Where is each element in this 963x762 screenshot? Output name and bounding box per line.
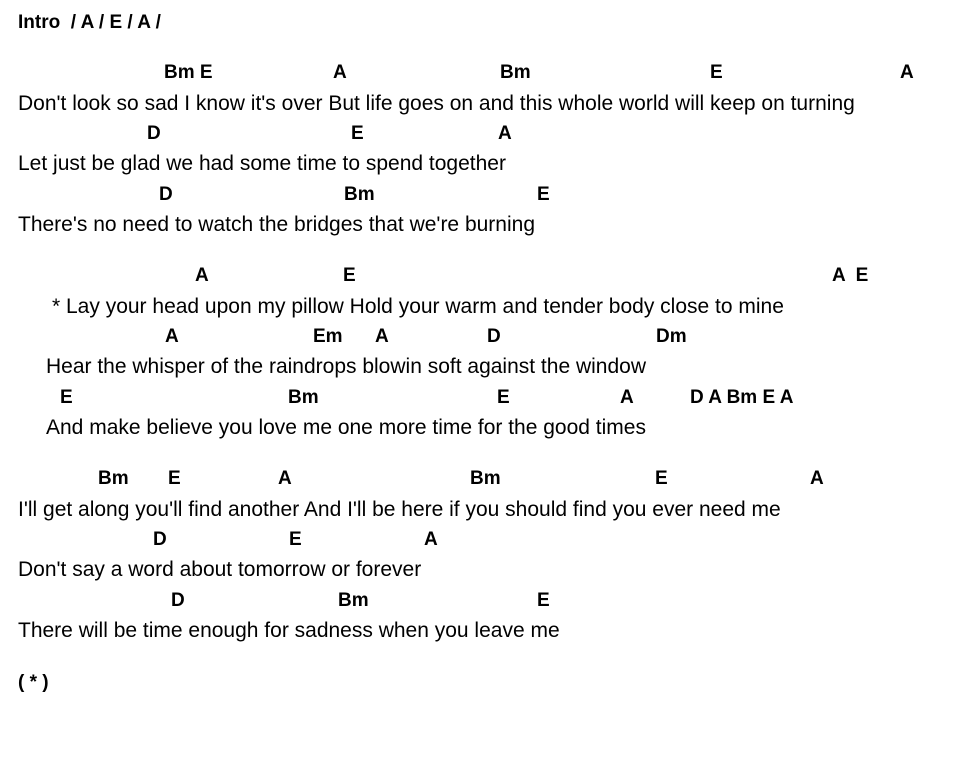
lyric-line: I'll get along you'll find another And I'll be here if you should find you ever need me xyxy=(18,498,781,521)
lyric-line: Don't say a word about tomorrow or forever xyxy=(18,558,422,581)
chord: E xyxy=(168,468,181,489)
lyric-line: There will be time enough for sadness when you leave me xyxy=(18,619,560,642)
lyric-line: And make believe you love me one more time for the good times xyxy=(46,416,646,439)
chord: A xyxy=(165,326,179,347)
chord: E xyxy=(351,123,364,144)
chord: D xyxy=(147,123,161,144)
lyric-line: * Lay your head upon my pillow Hold your warm and tender body close to mine xyxy=(52,295,784,318)
chord: E xyxy=(343,265,356,286)
chord: D xyxy=(171,590,185,611)
chord: A xyxy=(900,62,914,83)
chord: E xyxy=(537,590,550,611)
chord: Dm xyxy=(656,326,687,347)
chord: A xyxy=(333,62,347,83)
chord: A xyxy=(375,326,389,347)
chord: Bm E xyxy=(164,62,213,83)
chord: E xyxy=(655,468,668,489)
intro-line: Intro / A / E / A / xyxy=(18,12,161,33)
chord: A xyxy=(498,123,512,144)
chord: Bm xyxy=(500,62,531,83)
chord: D xyxy=(153,529,167,550)
chord: E xyxy=(60,387,73,408)
chord: Bm xyxy=(344,184,375,205)
chord: Bm xyxy=(98,468,129,489)
chord: E xyxy=(289,529,302,550)
lyric-line: Don't look so sad I know it's over But life goes on and this whole world will keep on turning xyxy=(18,92,855,115)
lyric-line: Let just be glad we had some time to spend together xyxy=(18,152,506,175)
chord: Em xyxy=(313,326,343,347)
chord: E xyxy=(710,62,723,83)
chord: E xyxy=(537,184,550,205)
chord: Bm xyxy=(470,468,501,489)
repeat-chorus-marker: ( * ) xyxy=(18,672,49,693)
chord: Bm xyxy=(288,387,319,408)
chord: E xyxy=(497,387,510,408)
lyric-line: There's no need to watch the bridges that we're burning xyxy=(18,213,536,236)
chord: A xyxy=(424,529,438,550)
chord: D A Bm E A xyxy=(690,387,794,408)
chord: Bm xyxy=(338,590,369,611)
chord: A xyxy=(810,468,824,489)
chord: A E xyxy=(832,265,869,286)
chord: A xyxy=(195,265,209,286)
chord: D xyxy=(159,184,173,205)
chord: A xyxy=(620,387,634,408)
lyric-line: Hear the whisper of the raindrops blowin soft against the window xyxy=(46,355,646,378)
chord: D xyxy=(487,326,501,347)
chord: A xyxy=(278,468,292,489)
